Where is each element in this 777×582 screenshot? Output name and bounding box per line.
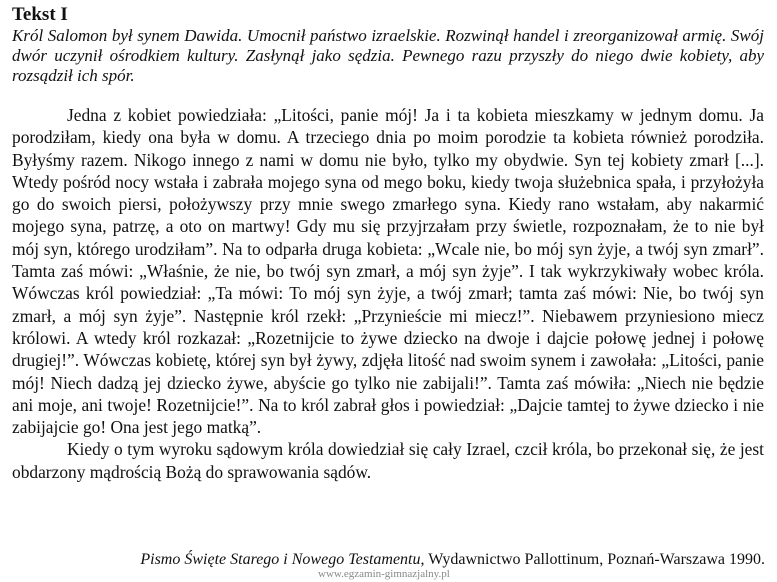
main-text [12,104,764,483]
source-publisher: , Wydawnictwo Pallottinum, Poznań-Warszawa 1990. [420,551,765,568]
watermark: www.egzamin-gimnazjalny.pl [318,568,450,580]
source-title: Pismo Święte Starego i Nowego Testamentu [140,551,421,568]
intro-paragraph: Król Salomon był synem Dawida. Umocnił państwo izraelskie. Rozwinął handel i zreorganizował armię. Swój dwór uczynił ośrodkiem kultury. Zasłynął jako sędzia. Pewnego razu przyszły do niego dwie kobiety, aby rozsądził ich spór. [12,26,764,85]
text-heading: Tekst I [12,4,68,25]
paragraph-2: Kiedy o tym wyroku sądowym króla dowiedział się cały Izrael, czcił króla, bo przekonał się, że jest obdarzony mądrością Bożą do sprawowania sądów. [12,439,764,482]
paragraph-1: Jedna z kobiet powiedziała: „Litości, panie mój! Ja i ta kobieta mieszkamy w jednym domu. Ja porodziłam, kiedy ona była w domu. A trzeciego dnia po moim porodzie ta kobieta również porodziła. Byłyśmy razem. Nikogo innego z nami w domu nie było, tylko my obydwie. Syn tej kobiety zmarł [...]. Wtedy pośród nocy wstała i zabrała mojego syna od mego boku, kiedy twoja służebnica spała, i przyłożyła go do swoich piersi, położywszy przy mnie swego zmarłego syna. Kiedy rano wstałam, aby nakarmić mojego syna, patrzę, a oto on martwy! Gdy mu się przyjrzałam przy świetle, rozpoznałam, że to nie był mój syn, którego urodziłam”. Na to odparła druga kobieta: „Wcale nie, bo mój syn żyje, a twój syn zmarł”. Tamta zaś mówi: „Właśnie, że nie, bo twój syn zmarł, a mój syn żyje”. I tak wykrzykiwały wobec króla. Wówczas król powiedział: „Ta mówi: To mój syn żyje, a twój zmarł; tamta zaś mówi: Nie, bo twój syn zmarł, a mój syn żyje”. Następnie król rzekł: „Przynieście mi miecz!”. Niebawem przyniesiono miecz królowi. A wtedy król rozkazał: „Rozetnijcie to żywe dziecko na dwoje i dajcie połowę jednej i połowę drugiej!”. Wówczas kobietę, której syn był żywy, zdjęła litość nad swoim synem i zawołała: „Litości, panie mój! Niech dadzą jej dziecko żywe, abyście go tylko nie zabijali!”. Tamta zaś mówiła: „Niech nie będzie ani moje, ani twoje! Rozetnijcie!”. Na to król zabrał głos i powiedział: „Dajcie tamtej to żywe dziecko i nie zabijajcie go! Ona jest jego matką”. [12,105,764,438]
source-citation [140,551,765,569]
